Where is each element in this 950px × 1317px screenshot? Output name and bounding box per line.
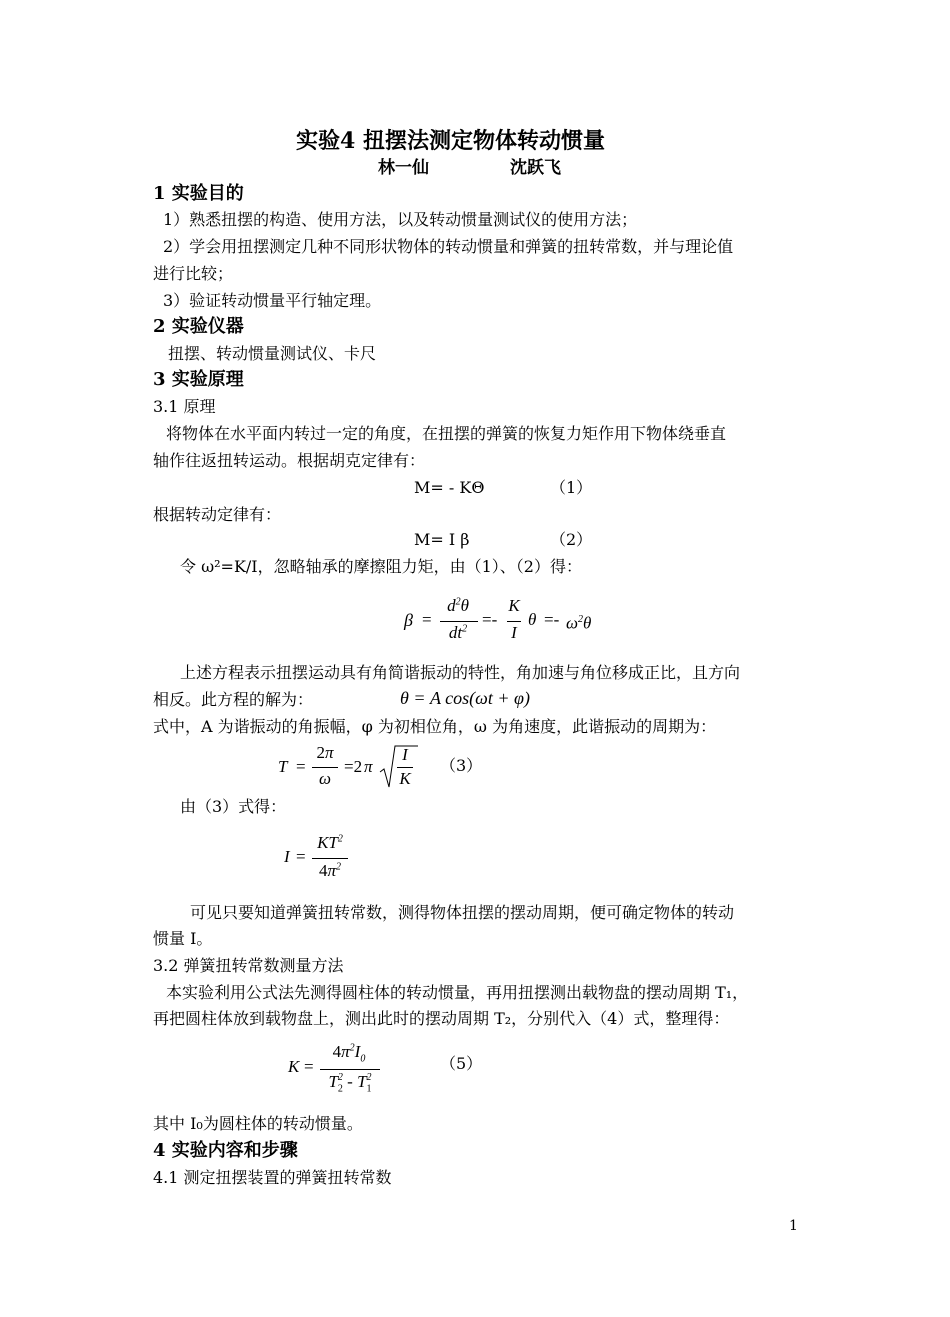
equation-5-number: （5） — [440, 1054, 483, 1073]
paragraph-9: 其中 I₀为圆柱体的转动惯量。 — [153, 1114, 363, 1133]
paragraph-7a: 可见只要知道弹簧扭转常数，测得物体扭摆的摆动周期，便可确定物体的转动 — [190, 903, 735, 922]
equation-5: K = $4\pi^2I_0$ $T_2^2 - T_1^2$ — [288, 1040, 398, 1100]
paragraph-8b: 再把圆柱体放到载物盘上，测出此时的摆动周期 T₂，分别代入（4）式，整理得： — [153, 1009, 730, 1028]
objective-2: 2）学会用扭摆测定几种不同形状物体的转动惯量和弹簧的扭转常数，并与理论值 — [163, 237, 734, 256]
equation-2: M= I β — [414, 530, 470, 549]
paragraph-8a: 本实验利用公式法先测得圆柱体的转动惯量，再用扭摆测出载物盘的摆动周期 T₁， — [166, 983, 749, 1002]
author-2: 沈跃飞 — [510, 158, 561, 178]
section-4-heading: 4 实验内容和步骤 — [153, 1140, 298, 1161]
paragraph-5: 式中，A 为谐振动的角振幅，φ 为初相位角，ω 为角速度，此谐振动的周期为： — [153, 717, 717, 736]
solution-equation: θ = A cos(ωt + φ) — [400, 688, 530, 708]
doc-title: 实验4 扭摆法测定物体转动惯量 — [296, 128, 605, 154]
paragraph-7b: 惯量 I。 — [153, 929, 213, 948]
paragraph-1b: 轴作往返扭转运动。根据胡克定律有： — [153, 451, 426, 470]
equation-inertia: I = $KT^2$ $4\pi^2$ — [284, 832, 364, 886]
objective-1: 1）熟悉扭摆的构造、使用方法，以及转动惯量测试仪的使用方法； — [163, 210, 638, 229]
paragraph-1a: 将物体在水平面内转过一定的角度，在扭摆的弹簧的恢复力矩作用下物体绕垂直 — [166, 424, 727, 443]
objective-3: 3）验证转动惯量平行轴定理。 — [163, 291, 382, 310]
subsection-3-1: 3.1 原理 — [153, 397, 216, 416]
paragraph-4a: 上述方程表示扭摆运动具有角简谐振动的特性，角加速与角位移成正比，且方向 — [180, 663, 741, 682]
section-2-heading: 2 实验仪器 — [153, 316, 244, 337]
equation-1: M= - KΘ — [414, 478, 485, 497]
paragraph-6: 由（3）式得： — [180, 797, 287, 816]
author-1: 林一仙 — [378, 158, 429, 178]
subsection-4-1: 4.1 测定扭摆装置的弹簧扭转常数 — [153, 1168, 392, 1187]
equation-3: T = 2π ω =2 π I K — [278, 742, 428, 792]
equation-2-number: （2） — [550, 530, 593, 549]
paragraph-3: 令 ω²=K/I，忽略轴承的摩擦阻力矩，由（1）、（2）得： — [180, 557, 582, 576]
objective-2-cont: 进行比较； — [153, 264, 234, 283]
paragraph-4b: 相反。此方程的解为： — [153, 690, 314, 709]
section-1-heading: 1 实验目的 — [153, 183, 244, 204]
section-3-heading: 3 实验原理 — [153, 369, 244, 390]
page-number: 1 — [789, 1218, 798, 1234]
equation-beta: β = $d^2\theta$ $dt^2$ =- K I θ =- $\omega^2\theta$ — [404, 596, 592, 642]
equation-1-number: （1） — [550, 478, 593, 497]
equation-3-number: （3） — [440, 756, 483, 775]
equipment-text: 扭摆、转动惯量测试仪、卡尺 — [168, 344, 377, 363]
paragraph-2: 根据转动定律有： — [153, 505, 282, 524]
subsection-3-2: 3.2 弹簧扭转常数测量方法 — [153, 956, 344, 975]
